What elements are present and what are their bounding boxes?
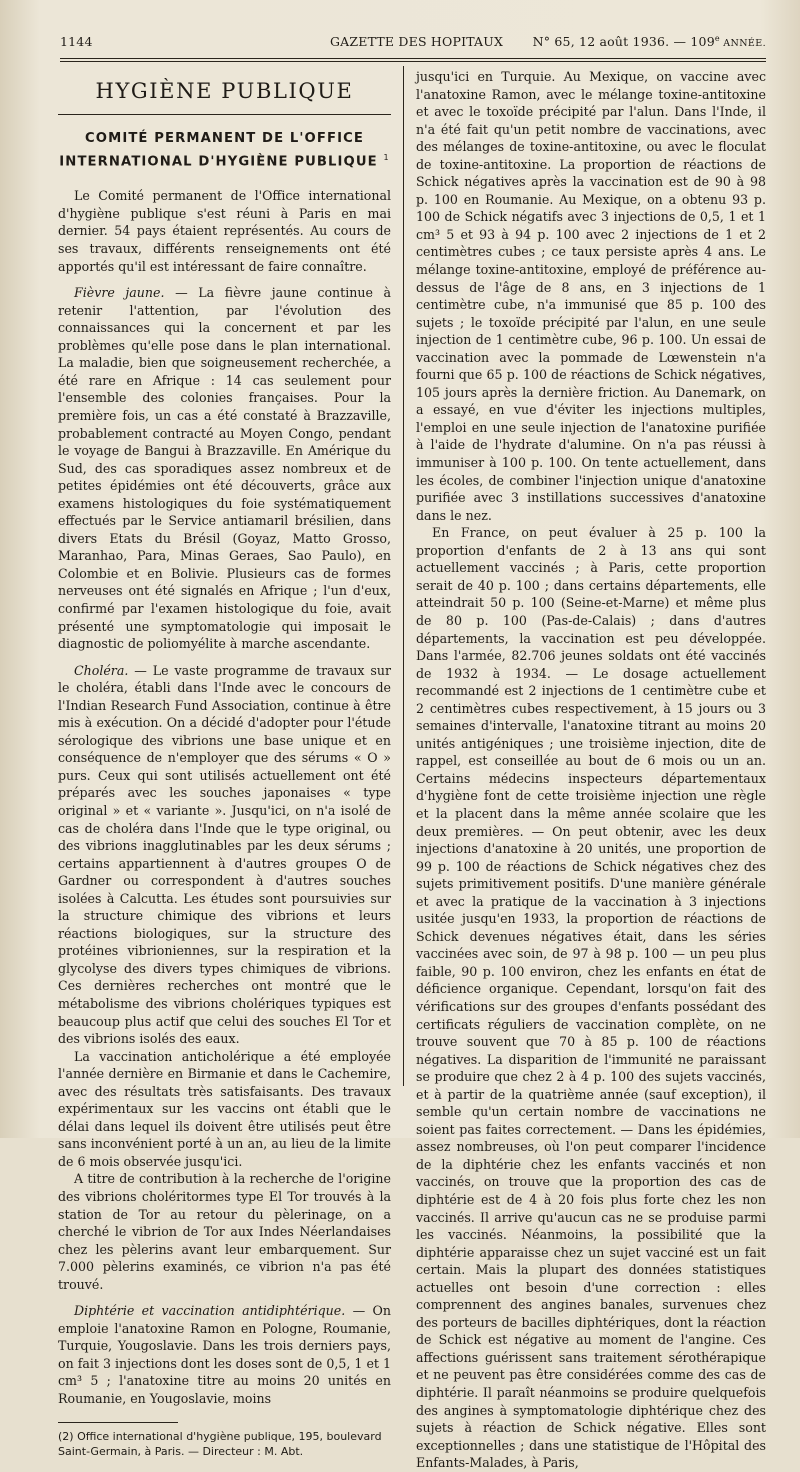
header-rule	[60, 58, 766, 59]
paragraph: En France, on peut évaluer à 25 p. 100 la proportion d'enfants de 2 à 13 ans qui sont actuellement vaccinés ; à Paris, cette proportion serait de 40 p. 100 ; dans certains départements, elle atteindrait 50 p. 100 (Seine-et-Marne) et même plus de 80 p. 100 (Pas-de-Calais) ; dans d'autres départements, la vaccination est peu développée. Dans l'armée, 82.706 jeunes soldats ont été vaccinés de 1932 à 1934. — Le dosage actuellement recommandé est 2 injections de 1 centimètre cube et 2 centimètres cubes respectivement, à 15 jours ou 3 semaines d'intervalle, l'anatoxine titrant au moins 20 unités antigéniques ; une troisième injection, dite de rappel, est conseillée au bout de 6 mois ou un an. Certains médecins inspecteurs départementaux d'hygiène font de cette troisième injection une règle et la placent dans la même année scolaire que les deux premières. — On peut obtenir, avec les deux injections d'anatoxine à 20 unités, une proportion de 99 p. 100 de réactions de Schick négatives chez des sujets primitivement positifs. D'une manière générale et avec la pratique de la vaccination à 3 injections usitée jusqu'en 1933, la proportion de réactions de Schick devenues négatives était, dans les séries vaccinées avec soin, de 97 à 98 p. 100 — un peu plus faible, 90 p. 100 environ, chez les enfants en état de déficience organique. Cependant, lorsqu'on fait des vérifications sur des groupes d'enfants possédant des certificats réguliers de vaccination complète, on ne trouve souvent que 70 à 85 p. 100 de réactions négatives. La disparition de l'immunité ne paraissant se produire que chez 2 à 4 p. 100 des sujets vaccinés, et à partir de la quatrième année (sauf exception), il semble qu'un certain nombre de vaccinations ne soient pas faites correctement. — Dans les épidémies, assez nombreuses, où l'on peut comparer l'incidence de la diphtérie chez les enfants vaccinés et non vaccinés, on trouve que la proportion des cas de diphtérie est de 4 à 20 fois plus forte chez les non vaccinés. Il arrive qu'aucun cas ne se produise parmi les vaccinés. Néanmoins, la possibilité que la diphtérie apparaisse chez un sujet vacciné est un fait certain. Mais la plupart des données statistiques actuelles ont besoin d'une correction : elles comprennent des angines banales, survenues chez des porteurs de bacilles diphtériques, dont la réaction de Schick est négative au moment de l'angine. Ces affections guérissent sans traitement sérothérapique et ne peuvent pas être considérées comme des cas de diphtérie. Il paraît néanmoins se produire quelquefois des angines à symptomatologie diphtérique chez des sujets à réaction de Schick négative. Elles sont exceptionnelles ; dans une statistique de l'Hôpital des Enfants-Malades, à Paris,	[416, 525, 766, 1471]
footnote: (2) Office international d'hygiène publique, 195, boulevard Saint-Germain, à Paris. — Directeur : M. Abt.	[58, 1429, 382, 1458]
paragraph: Choléra. — Le vaste programme de travaux sur le choléra, établi dans l'Inde avec le concours de l'Indian Research Fund Association, continue à être mis à exécution. On a décidé d'adopter pour l'étude sérologique des vibrions une base unique et en conséquence de n'employer que des sérums « O » purs. Ceux qui sont utilisés actuellement ont été préparés avec les souches japonaises « type original » et « variante ». Jusqu'ici, on n'a isolé de cas de choléra dans l'Inde que le type original, ou des vibrions inagglutinables par les deux sérums ; certains appartiennent à d'autres groupes O de Gardner ou correspondent à d'autres souches isolées à Calcutta. Les études sont poursuivies sur la structure chimique des vibrions et leurs réactions biologiques, sur la structure des protéines vibrioniennes, sur la respiration et la glycolyse des divers types chimiques de vibrions. Ces dernières recherches ont montré que le métabolisme des vibrions cholériques typiques est beaucoup plus actif que celui des souches El Tor et des vibrions isolés des eaux.	[58, 662, 391, 1047]
right-body	[416, 68, 766, 1472]
paragraph: La vaccination anticholérique a été employée l'année dernière en Birmanie et dans le Cachemire, avec des résultats très satisfaisants. Des travaux expérimentaux sur les vaccins ont établi que le délai dans lequel ils doivent être utilisés peut être sans inconvénient porté à un an, au lieu de la limite de 6 mois observée jusqu'ici.	[58, 1048, 391, 1169]
running-header	[60, 34, 766, 52]
footnote-rule	[58, 1422, 178, 1423]
section-title: HYGIÈNE PUBLIQUE	[95, 79, 354, 103]
journal-title: GAZETTE DES HOPITAUX	[330, 34, 504, 49]
right-column	[416, 68, 766, 1472]
header-rule-thin	[60, 61, 766, 62]
left-column	[58, 68, 391, 1459]
paragraph: jusqu'ici en Turquie. Au Mexique, on vaccine avec l'anatoxine Ramon, avec le mélange toxine-antitoxine et avec le toxoïde précipité par l'alun. Dans l'Inde, il n'a été fait qu'un petit nombre de vaccinations, avec des mélanges de toxine-antitoxine, ou avec le floculat de toxine-antitoxine. La proportion de réactions de Schick négatives après la vaccination est de 90 à 98 p. 100 en Roumanie. Au Mexique, on a obtenu 93 p. 100 de Schick négatifs avec 3 injections de 0,5, 1 et 1 cm³ 5 et 93 à 94 p. 100 avec 2 injections de 1 et 2 centimètres cubes ; ce taux persiste après 4 ans. Le mélange toxine-antitoxine, employé de préférence au-dessus de l'âge de 8 ans, en 3 injections de 1 centimètre cube, n'a immunisé que 85 p. 100 des sujets ; le toxoïde précipité par l'alun, en une seule injection de 1 centimètre cube, 96 p. 100. Un essai de vaccination avec la pommade de Lœwenstein n'a fourni que 65 p. 100 de réactions de Schick négatives, 105 jours après la dernière friction. Au Danemark, on a essayé, en vue d'éviter les injections multiples, l'emploi en une seule injection de l'anatoxine purifiée à l'aide de l'hydrate d'alumine. On n'a pas réussi à immuniser à 100 p. 100. On tente actuellement, dans les écoles, de combiner l'injection unique d'anatoxine purifiée avec 3 instillations successives d'anatoxine dans le nez.	[416, 69, 766, 523]
column-divider	[403, 66, 404, 1086]
paragraph-lead: Choléra.	[74, 662, 129, 678]
issue-line: N° 65, 12 août 1936. — 109e ANNÉE.	[532, 34, 766, 50]
paragraph: Le Comité permanent de l'Office international d'hygiène publique s'est réuni à Paris en mai dernier. 54 pays étaient représentés. Au cours de ses travaux, différents renseignements ont été apportés qu'il est intéressant de faire connaître.	[58, 188, 391, 274]
section-rule	[58, 114, 391, 115]
paragraph: Fièvre jaune. — La fièvre jaune continue à retenir l'attention, par l'évolution des connaissances qui la concernent et par les problèmes qu'elle pose dans le plan international. La maladie, bien que soigneusement recherchée, a été rare en Afrique : 14 cas seulement pour l'ensemble des colonies françaises. Pour la première fois, un cas a été constaté à Brazzaville, probablement contracté au Moyen Congo, pendant le voyage de Bangui à Brazzaville. En Amérique du Sud, des cas sporadiques assez nombreux et de petites épidémies ont été découverts, grâce aux examens histologiques du foie systématiquement effectués par le Service antiamaril brésilien, dans divers Etats du Brésil (Goyaz, Matto Grosso, Maranhao, Para, Minas Geraes, Sao Paulo), en Colombie et en Bolivie. Plusieurs cas de formes nerveuses ont été signalés en Afrique ; l'un d'eux, confirmé par l'examen histologique du foie, avait présenté une symptomatologie qui imposait le diagnostic de poliomyélite à marche ascendante.	[58, 285, 391, 652]
article-title: COMITÉ PERMANENT DE L'OFFICE INTERNATIONAL D'HYGIÈNE PUBLIQUE $^1$	[59, 131, 390, 170]
left-body	[58, 187, 391, 1407]
paragraph-lead: Fièvre jaune.	[74, 285, 165, 301]
paragraph: A titre de contribution à la recherche de l'origine des vibrions choléritormes type El Tor trouvés à la station de Tor au retour du pèlerinage, on a cherché le vibrion de Tor aux Indes Néerlandaises chez les pèlerins avant leur embarquement. Sur 7.000 pèlerins examinés, ce vibrion n'a pas été trouvé.	[58, 1171, 391, 1292]
paragraph-lead: Diphtérie et vaccination antidiphtérique.	[74, 1303, 346, 1319]
paragraph: Diphtérie et vaccination antidiphtérique. — On emploie l'anatoxine Ramon en Pologne, Roumanie, Turquie, Yougoslavie. Dans les trois derniers pays, on fait 3 injections dont les doses sont de 0,5, 1 et 1 cm³ 5 ; l'anatoxine titre au moins 20 unités en Roumanie, en Yougoslavie, moins	[58, 1303, 391, 1407]
page-number: 1144	[60, 34, 93, 49]
